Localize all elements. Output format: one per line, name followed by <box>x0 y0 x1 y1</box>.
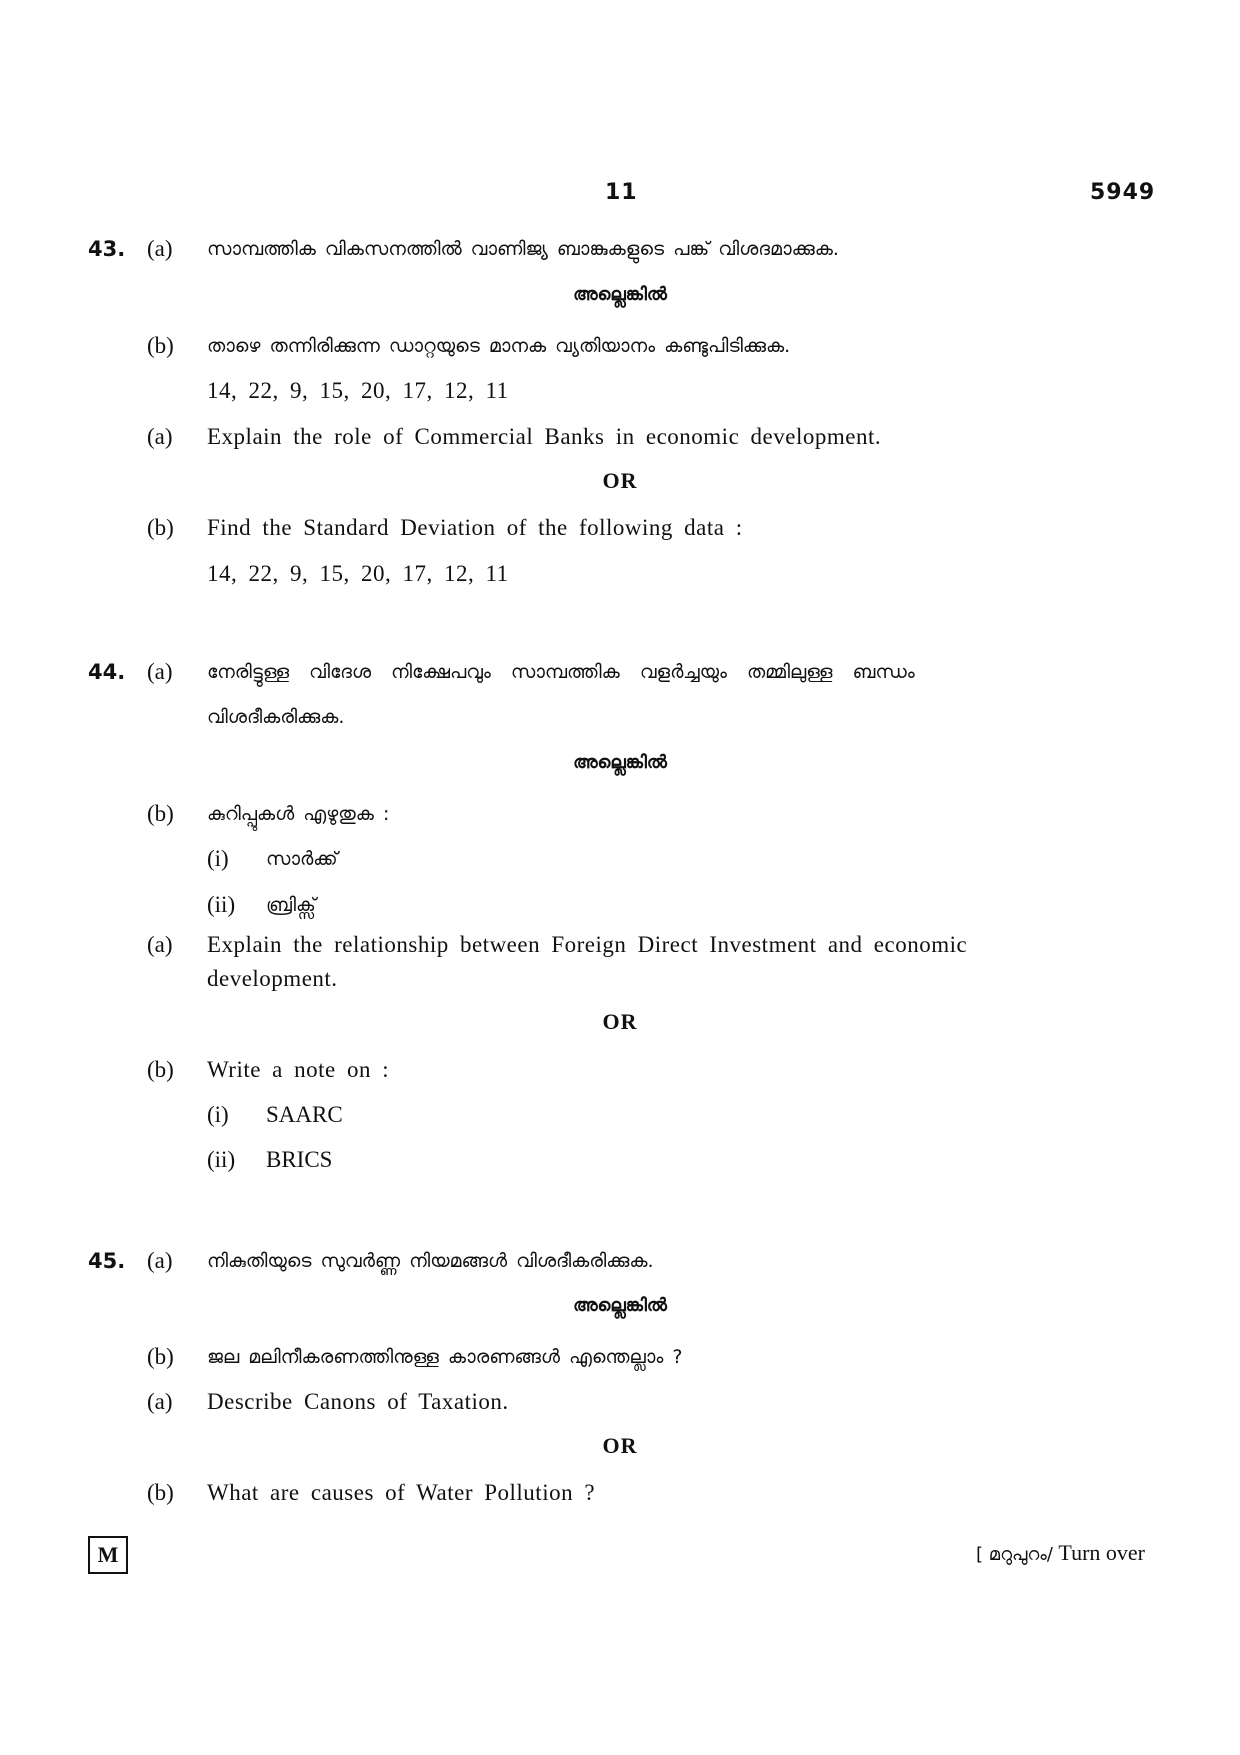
sub-label: (i) <box>207 1102 229 1127</box>
option-label: (b) <box>147 1344 174 1369</box>
option-label: (b) <box>147 1057 174 1082</box>
option-label: (b) <box>147 333 174 358</box>
q43-b-english: Find the Standard Deviation of the following data : <box>207 515 743 540</box>
option-label: (b) <box>147 801 174 826</box>
q44-a-malayalam-line1: നേരിട്ടുള്ള വിദേശ നിക്ഷേപവും സാമ്പത്തിക വളർച്ചയും തമ്മിലുള്ള ബന്ധം <box>207 661 915 683</box>
q44-a-malayalam-line2: വിശദീകരിക്കുക. <box>207 706 345 728</box>
q45-a-english: Describe Canons of Taxation. <box>207 1389 509 1414</box>
option-label: (b) <box>147 1480 174 1505</box>
option-label: (a) <box>147 1248 173 1273</box>
m-mark-box: M <box>88 1536 128 1574</box>
option-label: (a) <box>147 236 173 261</box>
turn-over-malayalam: [ മറുപുറം/ <box>976 1544 1053 1565</box>
question-number: 45. <box>88 1249 126 1273</box>
q44-b-en-ii: BRICS <box>266 1147 333 1172</box>
q43-data: 14, 22, 9, 15, 20, 17, 12, 11 <box>207 561 509 586</box>
q43-a-malayalam: സാമ്പത്തിക വികസനത്തിൽ വാണിജ്യ ബാങ്കുകളുടെ പങ്ക് വിശദമാക്കുക. <box>207 238 839 260</box>
option-label: (a) <box>147 932 173 957</box>
q44-b-ml-ii: ബ്രിക്സ് <box>266 894 316 916</box>
or-divider: OR <box>602 1009 638 1034</box>
turn-over-note <box>976 1536 1145 1572</box>
q44-a-english-line1: Explain the relationship between Foreign Direct Investment and economic <box>207 932 968 957</box>
option-label: (a) <box>147 424 173 449</box>
page-number: 11 <box>605 180 638 205</box>
or-divider-ml: അല്ലെങ്കിൽ <box>573 1295 667 1316</box>
q45-b-english: What are causes of Water Pollution ? <box>207 1480 596 1505</box>
option-label: (a) <box>147 659 173 684</box>
option-label: (a) <box>147 1389 173 1414</box>
q44-b-en-i: SAARC <box>266 1102 343 1127</box>
paper-code: 5949 <box>1090 180 1156 205</box>
q44-b-english: Write a note on : <box>207 1057 390 1082</box>
q43-b-malayalam: താഴെ തന്നിരിക്കുന്ന ഡാറ്റയുടെ മാനക വ്യതിയാനം കണ്ടുപിടിക്കുക. <box>207 335 791 357</box>
or-divider: OR <box>602 468 638 493</box>
q43-data: 14, 22, 9, 15, 20, 17, 12, 11 <box>207 378 509 403</box>
sub-label: (i) <box>207 846 229 871</box>
option-label: (b) <box>147 515 174 540</box>
turn-over-english: Turn over <box>1052 1540 1145 1565</box>
sub-label: (ii) <box>207 1147 236 1172</box>
or-divider-ml: അല്ലെങ്കിൽ <box>573 752 667 773</box>
q45-b-malayalam: ജല മലിനീകരണത്തിനുള്ള കാരണങ്ങൾ എന്തെല്ലാം ? <box>207 1346 683 1368</box>
or-divider-ml: അല്ലെങ്കിൽ <box>573 284 667 305</box>
q44-a-english-line2: development. <box>207 966 338 991</box>
q44-b-malayalam: കുറിപ്പുകൾ എഴുതുക : <box>207 803 390 825</box>
question-number: 43. <box>88 237 126 261</box>
or-divider: OR <box>602 1433 638 1458</box>
question-number: 44. <box>88 660 126 684</box>
q44-b-ml-i: സാർക്ക് <box>266 848 338 870</box>
q45-a-malayalam: നികുതിയുടെ സുവർണ്ണ നിയമങ്ങൾ വിശദീകരിക്കുക. <box>207 1250 654 1272</box>
sub-label: (ii) <box>207 892 236 917</box>
q43-a-english: Explain the role of Commercial Banks in economic development. <box>207 424 882 449</box>
